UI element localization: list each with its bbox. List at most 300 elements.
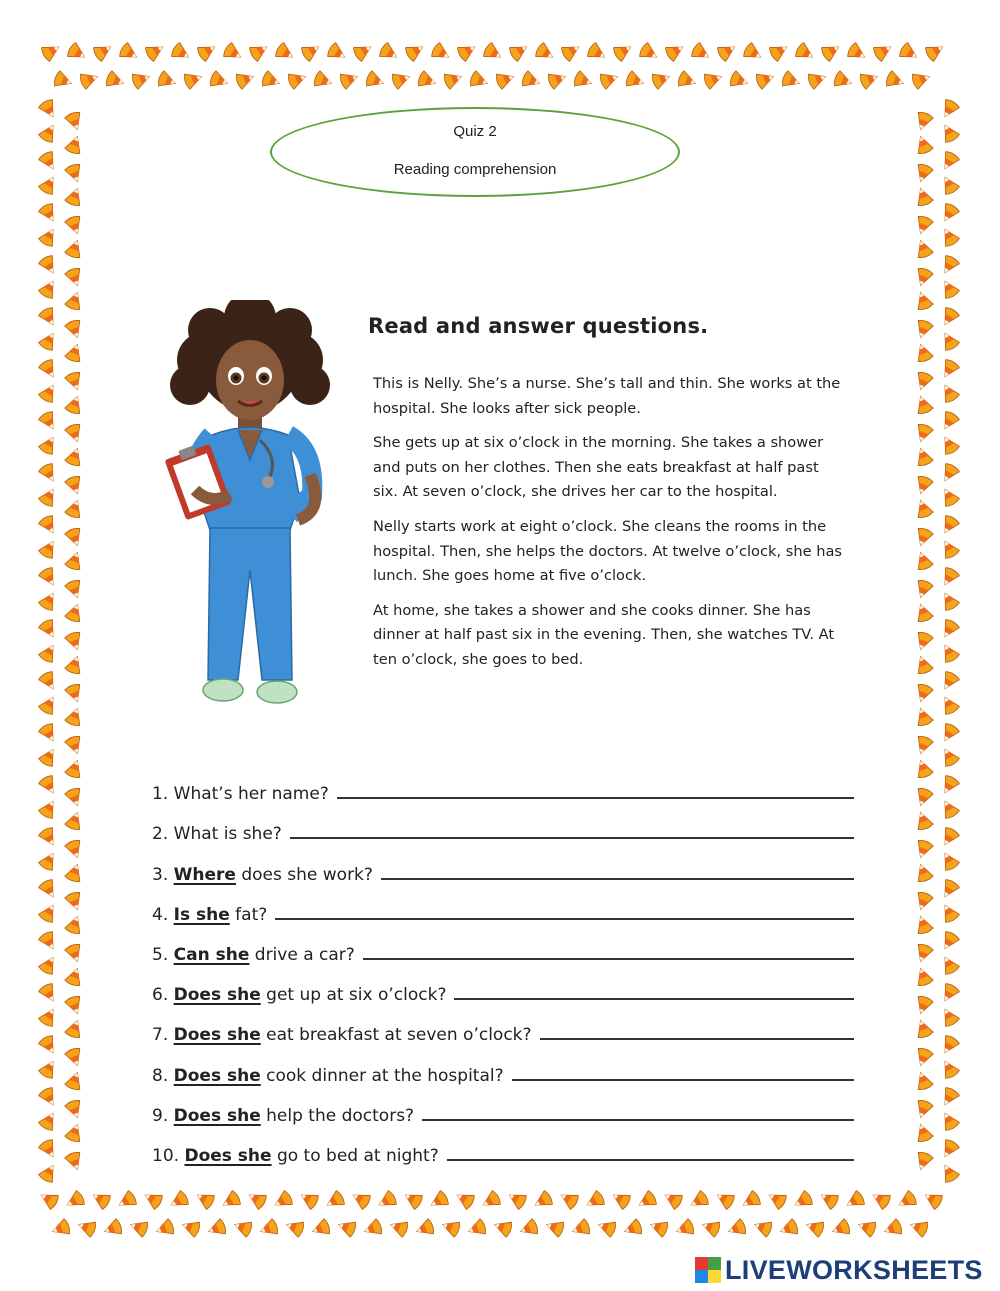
question-text: Can she drive a car? [173, 944, 355, 965]
candy-corn-icon [913, 163, 934, 184]
question-text: Is she fat? [173, 904, 268, 925]
candy-corn-icon [388, 1217, 409, 1238]
question-number: 4. [152, 904, 169, 925]
candy-corn-icon [938, 982, 960, 1005]
candy-corn-icon [856, 1217, 877, 1238]
question-number: 8. [152, 1065, 169, 1086]
candy-corn-icon [38, 150, 60, 173]
candy-corn-icon [196, 40, 219, 62]
candy-corn-icon [76, 1217, 97, 1238]
question-row [152, 764, 854, 804]
candy-corn-icon [768, 40, 791, 62]
candy-corn-icon [703, 69, 724, 90]
candy-corn-icon [64, 995, 85, 1016]
candy-corn-icon [913, 186, 934, 207]
candy-corn-icon [938, 589, 960, 612]
candy-corn-icon [833, 70, 854, 91]
candy-corn-icon [913, 1070, 934, 1091]
question-emphasis: Where [173, 864, 236, 885]
candy-corn-icon [913, 631, 934, 652]
candy-corn-icon [804, 1217, 825, 1238]
candy-corn-icon [938, 121, 960, 144]
question-text: Does she help the doctors? [173, 1105, 415, 1126]
candy-corn-icon [625, 70, 646, 91]
story-paragraph: This is Nelly. She’s a nurse. She’s tall and thin. She works at the hospital. She looks after sick people. [373, 375, 841, 417]
candy-corn-icon [913, 134, 934, 155]
candy-corn-icon [64, 1122, 85, 1143]
candy-corn-icon [938, 306, 960, 329]
candy-corn-icon [38, 381, 60, 404]
question-row [152, 844, 854, 884]
candy-corn-icon [599, 69, 620, 90]
candy-corn-icon [64, 891, 85, 912]
candy-corn-icon [938, 202, 960, 225]
candy-corn-icon [38, 225, 60, 248]
candy-corn-icon [391, 69, 412, 90]
question-emphasis: Can she [173, 944, 250, 965]
candy-corn-icon [913, 550, 934, 571]
candy-corn-icon [938, 670, 960, 693]
candy-corn-icon [64, 267, 85, 288]
candy-corn-icon [362, 1218, 383, 1239]
candy-corn-icon [895, 1190, 918, 1212]
candy-corn-icon [38, 358, 60, 381]
candy-corn-icon [141, 1188, 164, 1210]
candy-corn-icon [38, 1057, 60, 1080]
candy-corn-icon [38, 693, 60, 716]
candy-corn-icon [742, 42, 765, 64]
quiz-title: Quiz 2 [453, 123, 497, 140]
candy-corn-icon [913, 862, 934, 883]
question-number: 5. [152, 944, 169, 965]
candy-corn-icon [64, 1099, 85, 1120]
candy-corn-icon [638, 42, 661, 64]
candy-corn-icon [38, 1086, 60, 1109]
candy-corn-icon [92, 40, 115, 62]
candy-corn-icon [38, 953, 60, 976]
answer-line[interactable] [381, 878, 854, 880]
candy-corn-icon [913, 290, 934, 311]
answer-line[interactable] [290, 837, 854, 839]
candy-corn-icon [38, 982, 60, 1005]
candy-corn-icon [938, 173, 960, 196]
candy-corn-icon [938, 462, 960, 485]
candy-corn-icon [365, 70, 386, 91]
candy-corn-icon [609, 1188, 632, 1210]
candy-corn-icon [913, 943, 934, 964]
candy-corn-icon [479, 1190, 502, 1212]
candy-corn-icon [674, 1218, 695, 1239]
candy-corn-icon [53, 70, 74, 91]
candy-corn-icon [518, 1218, 539, 1239]
question-text: Does she eat breakfast at seven o’clock? [173, 1025, 532, 1046]
candy-corn-icon [505, 1188, 528, 1210]
candy-corn-icon [38, 254, 60, 277]
candy-corn-icon [417, 70, 438, 91]
question-emphasis: Is she [173, 904, 230, 925]
candy-corn-icon [352, 40, 375, 62]
candy-corn-icon [913, 735, 934, 756]
candy-corn-icon [222, 42, 245, 64]
candy-corn-icon [913, 1151, 934, 1172]
candy-corn-icon [38, 433, 60, 456]
candy-corn-icon [378, 42, 401, 64]
candy-corn-icon [38, 589, 60, 612]
liveworksheets-brand[interactable] [695, 1254, 983, 1286]
candy-corn-icon [938, 225, 960, 248]
candy-corn-icon [38, 329, 60, 352]
candy-corn-icon [938, 1057, 960, 1080]
candy-corn-icon [404, 40, 427, 62]
candy-corn-icon [938, 381, 960, 404]
candy-corn-icon [913, 839, 934, 860]
candy-corn-icon [64, 111, 85, 132]
brand-name: LIVEWORKSHEETS [725, 1254, 983, 1285]
candy-corn-icon [453, 1188, 476, 1210]
candy-corn-icon [938, 1005, 960, 1028]
candy-corn-icon [38, 121, 60, 144]
candy-corn-icon [913, 787, 934, 808]
candy-corn-icon [765, 1188, 788, 1210]
candy-corn-icon [64, 706, 85, 727]
candy-corn-icon [913, 446, 934, 467]
candy-corn-icon [622, 1218, 643, 1239]
candy-corn-icon [375, 1190, 398, 1212]
candy-corn-icon [128, 1217, 149, 1238]
candy-corn-icon [219, 1190, 242, 1212]
candy-corn-icon [913, 995, 934, 1016]
candy-corn-icon [913, 475, 934, 496]
candy-corn-icon [938, 693, 960, 716]
candy-corn-icon [830, 1218, 851, 1239]
candy-corn-icon [466, 1218, 487, 1239]
candy-corn-icon [64, 238, 85, 259]
candy-corn-icon [38, 797, 60, 820]
answer-line[interactable] [540, 1038, 854, 1040]
answer-line[interactable] [275, 918, 854, 920]
candy-corn-icon [248, 40, 271, 62]
candy-corn-icon [64, 810, 85, 831]
candy-corn-icon [913, 1122, 934, 1143]
liveworksheets-logo-icon [695, 1257, 721, 1283]
candy-corn-icon [38, 485, 60, 508]
candy-corn-icon [118, 42, 141, 64]
candy-corn-icon [193, 1188, 216, 1210]
candy-corn-icon [913, 602, 934, 623]
quiz-subtitle: Reading comprehension [393, 161, 557, 178]
candy-corn-icon [938, 722, 960, 745]
candy-corn-icon [913, 810, 934, 831]
candy-corn-icon [79, 69, 100, 90]
candy-corn-icon [938, 745, 960, 768]
question-row [152, 925, 854, 965]
candy-corn-icon [102, 1218, 123, 1239]
candy-corn-icon [635, 1190, 658, 1212]
candy-corn-icon [938, 566, 960, 589]
candy-corn-icon [38, 618, 60, 641]
question-list [152, 764, 854, 1166]
candy-corn-icon [38, 1138, 60, 1161]
candy-corn-icon [64, 186, 85, 207]
answer-line[interactable] [337, 797, 854, 799]
candy-corn-icon [938, 849, 960, 872]
candy-corn-icon [64, 654, 85, 675]
question-row [152, 1045, 854, 1085]
question-row [152, 1126, 854, 1166]
candy-corn-icon [713, 1188, 736, 1210]
question-emphasis: Does she [173, 1105, 261, 1126]
candy-corn-icon [64, 290, 85, 311]
candy-corn-icon [131, 69, 152, 90]
answer-line[interactable] [447, 1159, 854, 1161]
candy-corn-icon [349, 1188, 372, 1210]
candy-corn-icon [64, 1070, 85, 1091]
candy-corn-icon [38, 670, 60, 693]
candy-corn-icon [716, 40, 739, 62]
story-paragraph: At home, she takes a shower and she cooks dinner. She has dinner at half past six in the evening. Then, she watches TV. At ten o’clock, she goes to bed. [373, 601, 835, 668]
candy-corn-icon [938, 930, 960, 953]
candy-corn-icon [648, 1217, 669, 1238]
candy-corn-icon [64, 914, 85, 935]
candy-corn-icon [913, 238, 934, 259]
candy-corn-icon [414, 1218, 435, 1239]
candy-corn-icon [469, 70, 490, 91]
candy-corn-icon [570, 1218, 591, 1239]
candy-corn-icon [885, 70, 906, 91]
worksheet-heading: Read and answer questions. [368, 314, 709, 338]
candy-corn-icon [64, 394, 85, 415]
candy-corn-icon [913, 423, 934, 444]
candy-corn-icon [913, 891, 934, 912]
candy-corn-icon [64, 862, 85, 883]
candy-corn-icon [209, 70, 230, 91]
candy-corn-icon [38, 306, 60, 329]
candy-corn-icon [167, 1190, 190, 1212]
candy-corn-icon [339, 69, 360, 90]
story-paragraph: She gets up at six o’clock in the morning. She takes a shower and puts on her clothes. Then she eats breakfast at half past six. At seven o’clock, she drives her car to the hospital. [373, 434, 824, 501]
candy-corn-icon [38, 566, 60, 589]
candy-corn-icon [690, 42, 713, 64]
candy-corn-icon [336, 1217, 357, 1238]
candy-corn-icon [64, 631, 85, 652]
candy-corn-icon [40, 40, 63, 62]
candy-corn-icon [170, 42, 193, 64]
candy-corn-icon [913, 394, 934, 415]
candy-corn-icon [300, 40, 323, 62]
answer-line[interactable] [454, 998, 854, 1000]
candy-corn-icon [38, 1161, 60, 1184]
candy-corn-icon [38, 98, 60, 121]
candy-corn-icon [898, 42, 921, 64]
candy-corn-icon [232, 1217, 253, 1238]
candy-corn-icon [547, 69, 568, 90]
candy-corn-icon [913, 111, 934, 132]
candy-corn-icon [913, 215, 934, 236]
candy-corn-icon [274, 42, 297, 64]
candy-corn-icon [938, 537, 960, 560]
candy-corn-icon [700, 1217, 721, 1238]
candy-corn-icon [913, 654, 934, 675]
candy-corn-icon [64, 342, 85, 363]
candy-corn-icon [430, 42, 453, 64]
candy-corn-icon [64, 787, 85, 808]
candy-corn-icon [938, 150, 960, 173]
candy-corn-icon [573, 70, 594, 91]
candy-corn-icon [938, 1161, 960, 1184]
candy-corn-icon [38, 1005, 60, 1028]
answer-line[interactable] [363, 958, 854, 960]
candy-corn-icon [64, 163, 85, 184]
candy-corn-icon [924, 40, 947, 62]
candy-corn-icon [38, 277, 60, 300]
candy-corn-icon [64, 579, 85, 600]
candy-corn-icon [612, 40, 635, 62]
candy-corn-icon [913, 1099, 934, 1120]
candy-corn-icon [64, 319, 85, 340]
candy-corn-icon [38, 849, 60, 872]
candy-corn-icon [38, 1109, 60, 1132]
candy-corn-icon [64, 550, 85, 571]
candy-corn-icon [560, 40, 583, 62]
candy-corn-icon [938, 1086, 960, 1109]
candy-corn-icon [938, 410, 960, 433]
candy-corn-icon [651, 69, 672, 90]
question-text: Does she get up at six o’clock? [173, 985, 447, 1006]
answer-line[interactable] [422, 1119, 854, 1121]
candy-corn-icon [64, 475, 85, 496]
candy-corn-icon [911, 69, 932, 90]
candy-corn-icon [401, 1188, 424, 1210]
question-text: What is she? [173, 824, 282, 845]
candy-corn-icon [64, 371, 85, 392]
candy-corn-icon [913, 579, 934, 600]
candy-corn-icon [913, 914, 934, 935]
question-number: 7. [152, 1025, 169, 1046]
candy-corn-icon [323, 1190, 346, 1212]
candy-corn-icon [64, 498, 85, 519]
candy-corn-icon [938, 953, 960, 976]
candy-corn-icon [521, 70, 542, 91]
candy-corn-icon [544, 1217, 565, 1238]
candy-corn-icon [64, 446, 85, 467]
candy-corn-icon [456, 40, 479, 62]
candy-corn-icon [38, 202, 60, 225]
candy-corn-icon [66, 42, 89, 64]
logo-tile [708, 1270, 721, 1283]
question-number: 3. [152, 864, 169, 885]
question-number: 9. [152, 1105, 169, 1126]
candy-corn-icon [938, 1109, 960, 1132]
story-paragraph: Nelly starts work at eight o’clock. She cleans the rooms in the hospital. Then, she helps the doctors. At twelve o’clock, she has lunch. She goes home at five o’clock. [373, 517, 842, 585]
candy-corn-icon [64, 683, 85, 704]
candy-corn-icon [443, 69, 464, 90]
nurse-illustration [150, 300, 350, 720]
candy-corn-icon [755, 69, 776, 90]
logo-tile [695, 1270, 708, 1283]
story-text [373, 372, 843, 683]
candy-corn-icon [144, 40, 167, 62]
candy-corn-icon [38, 410, 60, 433]
candy-corn-icon [817, 1188, 840, 1210]
candy-corn-icon [661, 1188, 684, 1210]
candy-corn-icon [157, 70, 178, 91]
candy-corn-icon [921, 1188, 944, 1210]
candy-corn-icon [206, 1218, 227, 1239]
candy-corn-icon [938, 433, 960, 456]
question-text: Does she cook dinner at the hospital? [173, 1065, 504, 1086]
candy-corn-icon [781, 70, 802, 91]
candy-corn-icon [245, 1188, 268, 1210]
candy-corn-icon [913, 527, 934, 548]
candy-corn-icon [105, 70, 126, 91]
candy-corn-icon [38, 462, 60, 485]
question-number: 10. [152, 1145, 180, 1166]
question-number: 2. [152, 824, 169, 845]
candy-corn-icon [938, 878, 960, 901]
candy-corn-icon [482, 42, 505, 64]
candy-corn-icon [64, 966, 85, 987]
answer-line[interactable] [512, 1079, 854, 1081]
candy-corn-icon [271, 1190, 294, 1212]
candy-corn-icon [38, 745, 60, 768]
question-row [152, 1005, 854, 1045]
candy-corn-icon [913, 371, 934, 392]
candy-corn-icon [63, 1190, 86, 1212]
candy-corn-icon [287, 69, 308, 90]
candy-corn-icon [913, 319, 934, 340]
candy-corn-icon [64, 423, 85, 444]
candy-corn-icon [843, 1190, 866, 1212]
question-text: Does she go to bed at night? [184, 1145, 439, 1166]
candy-corn-icon [869, 1188, 892, 1210]
candy-corn-icon [50, 1218, 71, 1239]
candy-corn-icon [38, 514, 60, 537]
candy-corn-icon [440, 1217, 461, 1238]
candy-corn-icon [64, 527, 85, 548]
candy-corn-icon [64, 1018, 85, 1039]
candy-corn-icon [913, 498, 934, 519]
candy-corn-icon [326, 42, 349, 64]
question-emphasis: Does she [173, 1065, 261, 1086]
candy-corn-icon [913, 342, 934, 363]
candy-corn-icon [261, 70, 282, 91]
candy-corn-icon [284, 1217, 305, 1238]
candy-corn-icon [938, 485, 960, 508]
candy-corn-icon [938, 358, 960, 381]
candy-corn-icon [38, 930, 60, 953]
candy-corn-icon [807, 69, 828, 90]
candy-corn-icon [913, 1018, 934, 1039]
question-text: Where does she work? [173, 864, 373, 885]
candy-corn-icon [64, 839, 85, 860]
candy-corn-icon [938, 826, 960, 849]
candy-corn-icon [38, 901, 60, 924]
candy-corn-icon [729, 70, 750, 91]
candy-corn-icon [64, 758, 85, 779]
candy-corn-icon [913, 758, 934, 779]
candy-corn-icon [908, 1217, 929, 1238]
candy-corn-icon [310, 1218, 331, 1239]
question-text: What’s her name? [173, 784, 329, 805]
candy-corn-icon [859, 69, 880, 90]
candy-corn-icon [297, 1188, 320, 1210]
candy-corn-icon [534, 42, 557, 64]
candy-corn-icon [938, 901, 960, 924]
logo-tile [708, 1257, 721, 1270]
candy-corn-icon [913, 1047, 934, 1068]
candy-corn-icon [938, 797, 960, 820]
candy-corn-icon [64, 735, 85, 756]
